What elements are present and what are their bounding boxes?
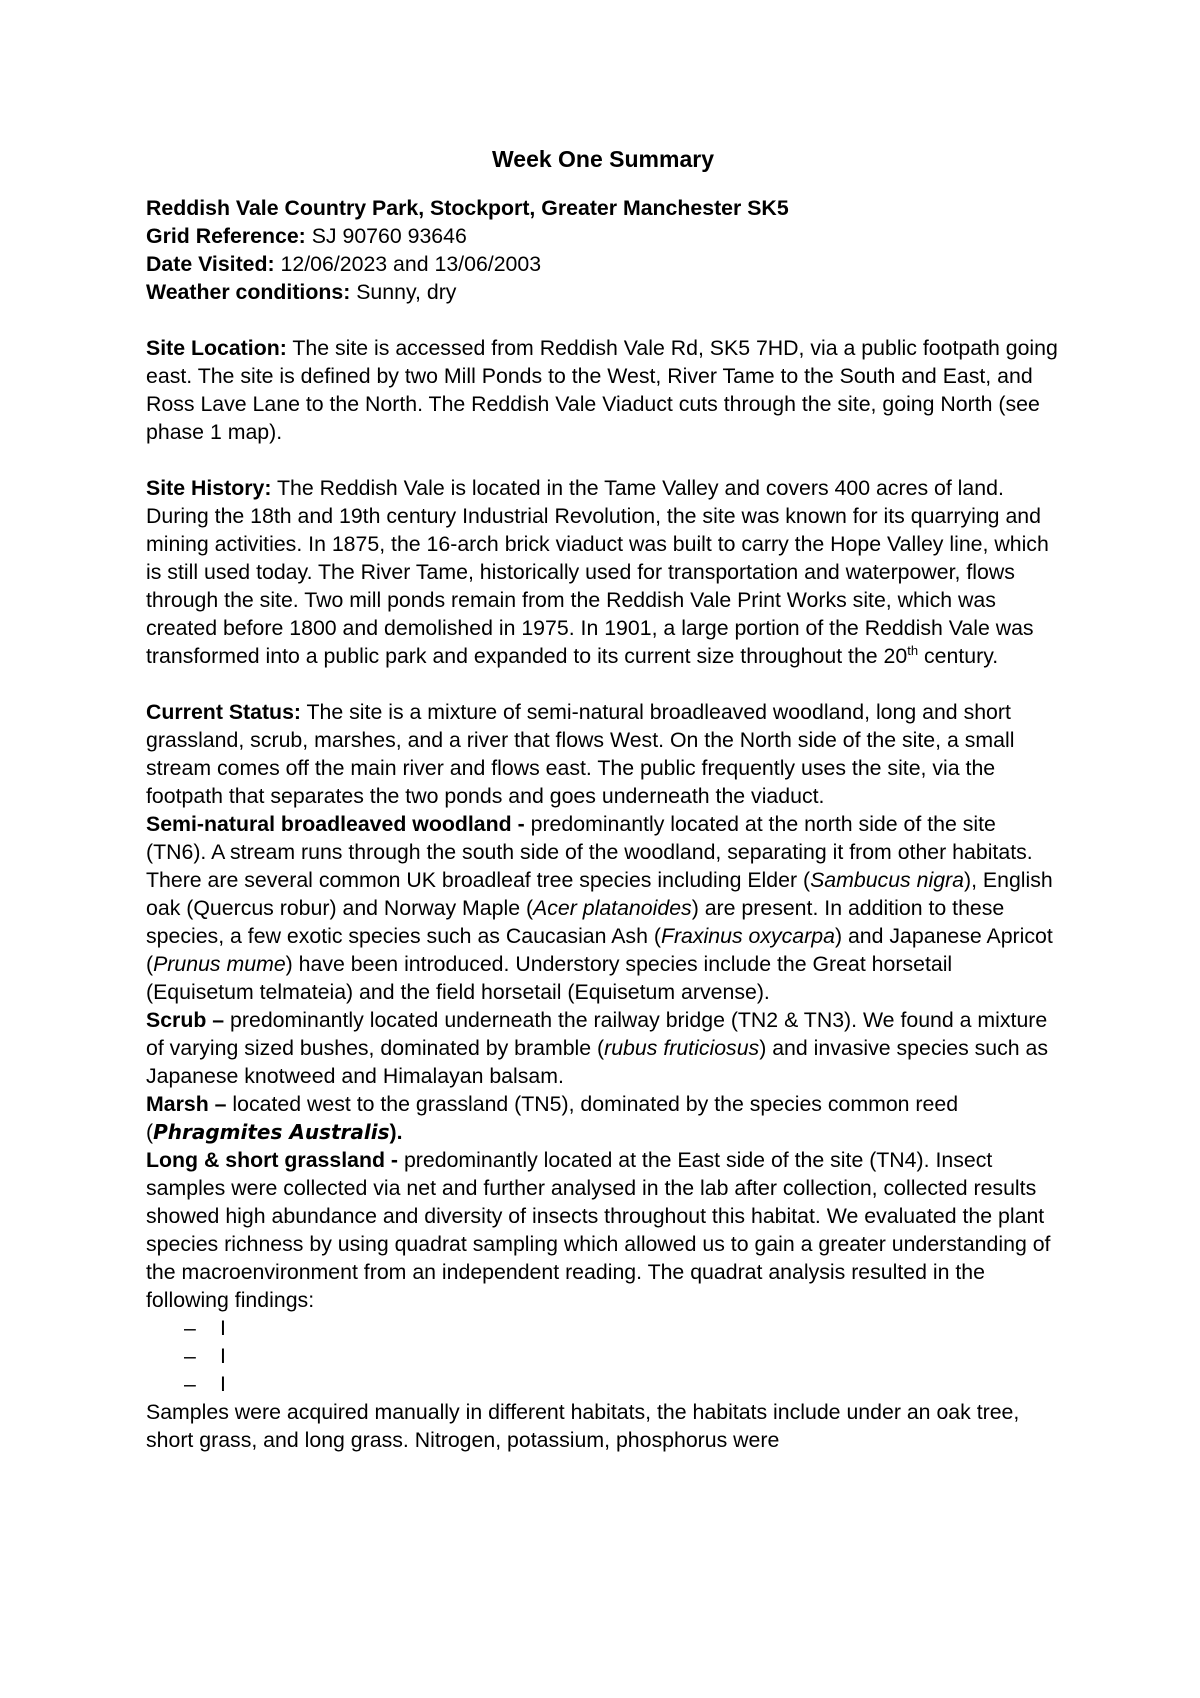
current-status-label: Current Status: [146,700,302,724]
woodland-text-2: ), English oak (Quercus robur) and Norway Maple ( [146,868,1053,920]
list-item: – I [184,1342,1060,1370]
grid-reference-label: Grid Reference: [146,224,306,248]
scrub-label: Scrub – [146,1008,225,1032]
findings-list [146,1314,1060,1398]
site-location-text: The site is accessed from Reddish Vale Rd, SK5 7HD, via a public footpath going east. The site is defined by two Mill Ponds to the West, River Tame to the South and East, and Ross Lave Lane to the North. The Reddish Vale Viaduct cuts through the site, going North (see phase 1 map). [146,336,1058,444]
site-history-tail: century. [918,644,999,668]
scrub-text-2: ) and invasive species such as Japanese knotweed and Himalayan balsam. [146,1036,1049,1088]
samples-paragraph: Samples were acquired manually in different habitats, the habitats include under an oak tree, short grass, and long grass. Nitrogen, potassium, phosphorus were [146,1400,1020,1452]
site-history-label: Site History: [146,476,272,500]
site-history-paragraph [146,474,1060,670]
grid-reference-value: SJ 90760 93646 [305,224,467,248]
woodland-text-1: predominantly located at the north side of the site (TN6). A stream runs through the south side of the woodland, separating it from other habitats. There are several common UK broadleaf tree species including Elder ( [146,812,1033,892]
woodland-label: Semi-natural broadleaved woodland - [146,812,525,836]
date-visited-label: Date Visited: [146,252,275,276]
date-visited-value: 12/06/2023 and 13/06/2003 [274,252,542,276]
woodland-text-4: ) and Japanese Apricot ( [146,924,1053,976]
grassland-label: Long & short grassland - [146,1148,399,1172]
site-location-label: Site Location: [146,336,287,360]
grassland-paragraph [146,1146,1060,1314]
grassland-text: predominantly located at the East side of the site (TN4). Insect samples were collected via net and further analysed in the lab after collection, collected results showed high abundance and diversity of insects throughout this habitat. We evaluated the plant species richness by using quadrat sampling which allowed us to gain a greater understanding of the macroenvironment from an independent reading. The quadrat analysis resulted in the following findings: [146,1148,1051,1312]
species-acer: Acer platanoides [533,896,692,920]
site-history-text: The Reddish Vale is located in the Tame Valley and covers 400 acres of land. During the 18th and 19th century Industrial Revolution, the site was known for its quarrying and mining activities. In 1875, the 16-arch brick viaduct was built to carry the Hope Valley line, which is still used today. The River Tame, historically used for transportation and waterpower, flows through the site. Two mill ponds remain from the Reddish Vale Print Works site, which was created before 1800 and demolished in 1975. In 1901, a large portion of the Reddish Vale was transformed into a public park and expanded to its current size throughout the 20 [146,476,1049,668]
current-status-text: The site is a mixture of semi-natural broadleaved woodland, long and short grassland, scrub, marshes, and a river that flows West. On the North side of the site, a small stream comes off the main river and flows east. The public frequently uses the site, via the footpath that separates the two ponds and goes underneath the viaduct. [146,700,1015,808]
species-prunus: Prunus mume [153,952,286,976]
location-line: Reddish Vale Country Park, Stockport, Greater Manchester SK5 [146,196,789,220]
woodland-text-3: ) are present. In addition to these species, a few exotic species such as Caucasian Ash ( [146,896,1005,948]
site-header-block [146,194,1060,306]
marsh-label: Marsh – [146,1092,227,1116]
woodland-text-5: ) have been introduced. Understory species include the Great horsetail (Equisetum telmateia) and the field horsetail (Equisetum arvense). [146,952,953,1004]
species-sambucus: Sambucus nigra [810,868,964,892]
scrub-text-1: predominantly located underneath the railway bridge (TN2 & TN3). We found a mixture of varying sized bushes, dominated by bramble ( [146,1008,1048,1060]
list-item: – I [184,1370,1060,1398]
list-item: – I [184,1314,1060,1342]
page-title: Week One Summary [491,146,714,172]
current-status-paragraph [146,698,1060,810]
superscript-th: th [907,643,919,658]
species-rubus: rubus fruticiosus [604,1036,760,1060]
species-fraxinus: Fraxinus oxycarpa [660,924,835,948]
marsh-text-1: located west to the grassland (TN5), dominated by the species common reed ( [146,1092,959,1144]
woodland-paragraph [146,810,1060,1006]
species-phragmites: Phragmites Australis [153,1120,390,1144]
site-location-paragraph [146,334,1060,446]
marsh-text-2: ). [389,1120,403,1144]
weather-label: Weather conditions: [146,280,351,304]
scrub-paragraph [146,1006,1060,1090]
marsh-paragraph [146,1090,1060,1146]
weather-value: Sunny, dry [350,280,457,304]
